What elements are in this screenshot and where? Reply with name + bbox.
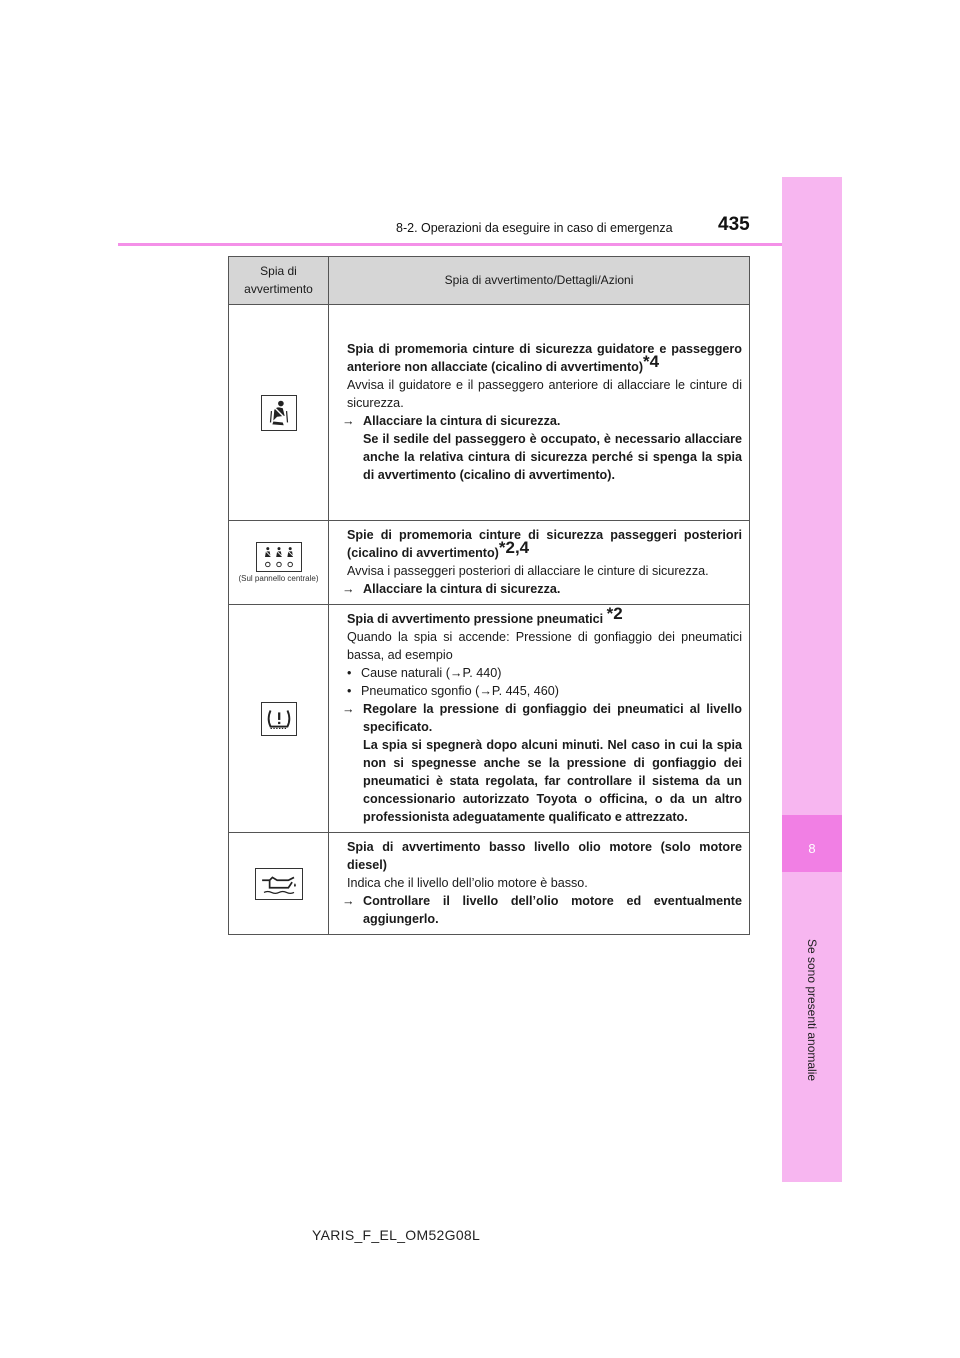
details-cell: [329, 833, 750, 935]
chapter-number: 8: [808, 841, 816, 856]
seatbelt-warning-icon: [261, 395, 297, 431]
warning-action: [342, 892, 742, 928]
table-row: [229, 521, 750, 605]
arrow-icon: →: [342, 582, 355, 596]
arrow-icon: →: [479, 684, 492, 698]
action-text: Regolare la pressione di gonfiaggio dei pneumatici al livello specificato.: [363, 702, 742, 734]
table-row: [229, 605, 750, 833]
footnote-ref: *4: [643, 352, 660, 371]
section-title: 8-2. Operazioni da eseguire in caso di emergenza: [396, 221, 673, 235]
tire-pressure-warning-icon: [261, 702, 297, 736]
page-number: 435: [718, 214, 750, 235]
icon-cell: [229, 605, 329, 833]
action-note: Se il sedile del passeggero è occupato, è necessario allacciare anche la relativa cintura di sicurezza perché si spenga la spia di avvertimento (cicalino di avvertimento).: [363, 432, 742, 482]
warning-title: Spia di promemoria cinture di sicurezza guidatore e passeggero anteriore non allacciate (cicalino di avvertimento)$^{*4}$: [347, 342, 742, 374]
arrow-icon: →: [449, 666, 463, 680]
warning-description: Avvisa i passeggeri posteriori di allacciare le cinture di sicurezza.: [347, 564, 709, 578]
warning-action: [342, 580, 742, 598]
footnote-ref: *2: [606, 604, 623, 623]
details-cell: [329, 521, 750, 605]
action-text: Allacciare la cintura di sicurezza.: [363, 414, 561, 428]
table-row: [229, 833, 750, 935]
warning-title: Spia di avvertimento pressione pneumatici $^{*2}$: [347, 604, 623, 626]
arrow-icon: →: [342, 894, 355, 908]
header-rule: [118, 243, 782, 246]
warning-description: Indica che il livello dell’olio motore è basso.: [347, 876, 588, 890]
warning-title: Spie di promemoria cinture di sicurezza passeggeri posteriori (cicalino di avvertimento)$^{*2,4}$: [347, 528, 742, 560]
action-text: Allacciare la cintura di sicurezza.: [363, 582, 561, 596]
arrow-icon: →: [342, 702, 355, 716]
action-text: Controllare il livello dell’olio motore ed eventualmente aggiungerlo.: [363, 894, 742, 926]
arrow-icon: →: [342, 414, 355, 428]
icon-cell: [229, 521, 329, 605]
warning-description: Avvisa il guidatore e il passeggero anteriore di allacciare le cinture di sicurezza.: [347, 378, 742, 410]
warning-action: [342, 700, 742, 826]
document-code: YARIS_F_EL_OM52G08L: [312, 1227, 481, 1243]
warning-action: [342, 412, 742, 484]
icon-cell: [229, 305, 329, 521]
list-item: • Cause naturali (→P. 440): [347, 666, 502, 680]
icon-caption: (Sul pannello centrale): [238, 574, 319, 583]
table-row: [229, 305, 750, 521]
chapter-label: Se sono presenti anomalie: [805, 938, 819, 1082]
footnote-ref: *2,4: [498, 538, 530, 557]
table-header-row: [229, 257, 750, 305]
action-note: La spia si spegnerà dopo alcuni minuti. Nel caso in cui la spia non si spegnesse anche se la pressione di gonfiaggio dei pneumatici è stata regolata, far controllare il sistema da un concessionario autorizzato Toyota o officina, o da un altro professionista adeguatamente qualificato e attrezzato.: [363, 738, 742, 824]
details-cell: [329, 605, 750, 833]
warning-description: Quando la spia si accende: Pressione di gonfiaggio dei pneumatici bassa, ad esempio: [347, 630, 742, 662]
chapter-number-tab: [782, 815, 842, 872]
details-cell: [329, 305, 750, 521]
low-oil-level-icon: [255, 868, 303, 900]
rear-seatbelt-reminder-icon: [256, 542, 302, 572]
column-header-icon: Spia di avvertimento: [229, 257, 329, 305]
column-header-details: Spia di avvertimento/Dettagli/Azioni: [329, 257, 750, 305]
icon-cell: [229, 833, 329, 935]
warning-lights-table: [228, 256, 750, 935]
list-item: • Pneumatico sgonfio (→P. 445, 460): [347, 684, 559, 698]
warning-title: Spia di avvertimento basso livello olio motore (solo motore diesel): [347, 840, 742, 872]
